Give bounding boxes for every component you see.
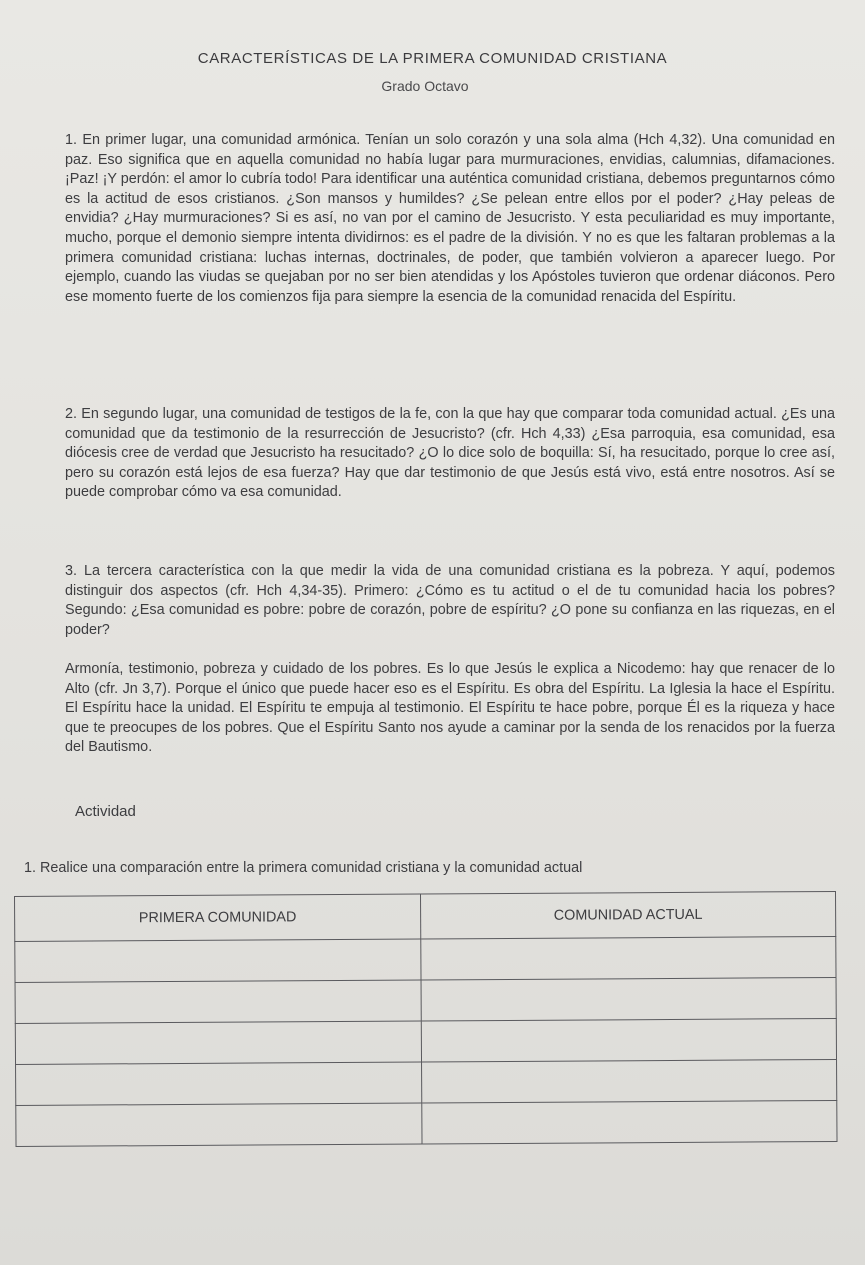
paragraph-3: 3. La tercera característica con la que medir la vida de una comunidad cristiana es la pobreza. Y aquí, podemos distinguir dos aspectos (cfr. Hch 4,34-35). Primero: ¿Cómo es tu actitud o el de tu comunidad hacia los pobres? Segundo: ¿Esa comunidad es pobre: pobre de corazón, pobre de espíritu? ¿O pone su confianza en las riquezas, en el poder? [65,563,835,638]
header-comunidad-actual: COMUNIDAD ACTUAL [420,891,835,939]
comparison-table [14,891,838,1147]
table-row [15,936,836,982]
paragraph-4: Armonía, testimonio, pobreza y cuidado de los pobres. Es lo que Jesús le explica a Nicodemo: hay que renacer de lo Alto (cfr. Jn 3,7). Porque el único que puede hacer eso es el Espíritu. Es obra del Espíritu. La Iglesia la hace el Espíritu. El Espíritu hace la unidad. El Espíritu te empuja al testimonio. El Espíritu te hace pobre, porque Él es la riqueza y hace que te preocupes de los pobres. Que el Espíritu Santo nos ayude a caminar por la senda de los renacidos por la fuerza del Bautismo. [65,661,835,756]
table-cell[interactable] [15,1021,421,1064]
table-cell[interactable] [421,936,836,980]
table-cell[interactable] [421,977,836,1021]
header-primera-comunidad: PRIMERA COMUNIDAD [15,894,421,941]
document-subtitle: Grado Octavo [381,78,469,94]
table-cell[interactable] [421,1018,836,1062]
document-title: CARACTERÍSTICAS DE LA PRIMERA COMUNIDAD CRISTIANA [197,50,668,67]
activity-instruction: 1. Realice una comparación entre la primera comunidad cristiana y la comunidad actual [24,860,583,876]
table-row [15,1018,836,1064]
table-header-row [15,891,836,941]
activity-heading: Actividad [75,803,136,820]
table-cell[interactable] [15,980,421,1023]
table-cell[interactable] [15,939,421,982]
table-cell[interactable] [16,1062,422,1105]
table-row [16,1100,837,1146]
table-cell[interactable] [422,1059,837,1103]
paragraph-2: 2. En segundo lugar, una comunidad de testigos de la fe, con la que hay que comparar toda comunidad actual. ¿Es una comunidad que da testimonio de la resurrección de Jesucristo? (cfr. Hch 4,33) ¿Esa parroquia, esa comunidad, esa diócesis cree de verdad que Jesucristo ha resucitado? ¿O lo dice solo de boquilla: Sí, ha resucitado, porque lo cree así, pero su corazón está lejos de esa fuerza? Hay que dar testimonio de que Jesús está vivo, está entre nosotros. Así se puede comprobar cómo va esa comunidad. [65,406,835,501]
paragraph-1: 1. En primer lugar, una comunidad armónica. Tenían un solo corazón y una sola alma (Hch 4,32). Una comunidad en paz. Eso significa que en aquella comunidad no había lugar para murmuraciones, envidias, calumnias, difamaciones. ¡Paz! ¡Y perdón: el amor lo cubría todo! Para identificar una auténtica comunidad cristiana, debemos preguntarnos cómo es la actitud de esos cristianos. ¿Son mansos y humildes? ¿Se pelean entre ellos por el poder? ¿Hay peleas de envidia? ¿Hay murmuraciones? Si es así, no van por el camino de Jesucristo. Y esta peculiaridad es muy importante, mucho, porque el demonio siempre intenta dividirnos: es el padre de la división. Y no es que les faltaran problemas a la primera comunidad cristiana: luchas internas, doctrinales, de poder, que también volvieron a aparecer luego. Por ejemplo, cuando las viudas se quejaban por no ser bien atendidas y los Apóstoles tuvieron que ordenar diáconos. Pero ese momento fuerte de los comienzos fija para siempre la esencia de la comunidad renacida del Espíritu. [65,132,835,305]
table-row [15,977,836,1023]
table-cell[interactable] [422,1100,837,1144]
table-row [16,1059,837,1105]
table-cell[interactable] [16,1103,422,1146]
